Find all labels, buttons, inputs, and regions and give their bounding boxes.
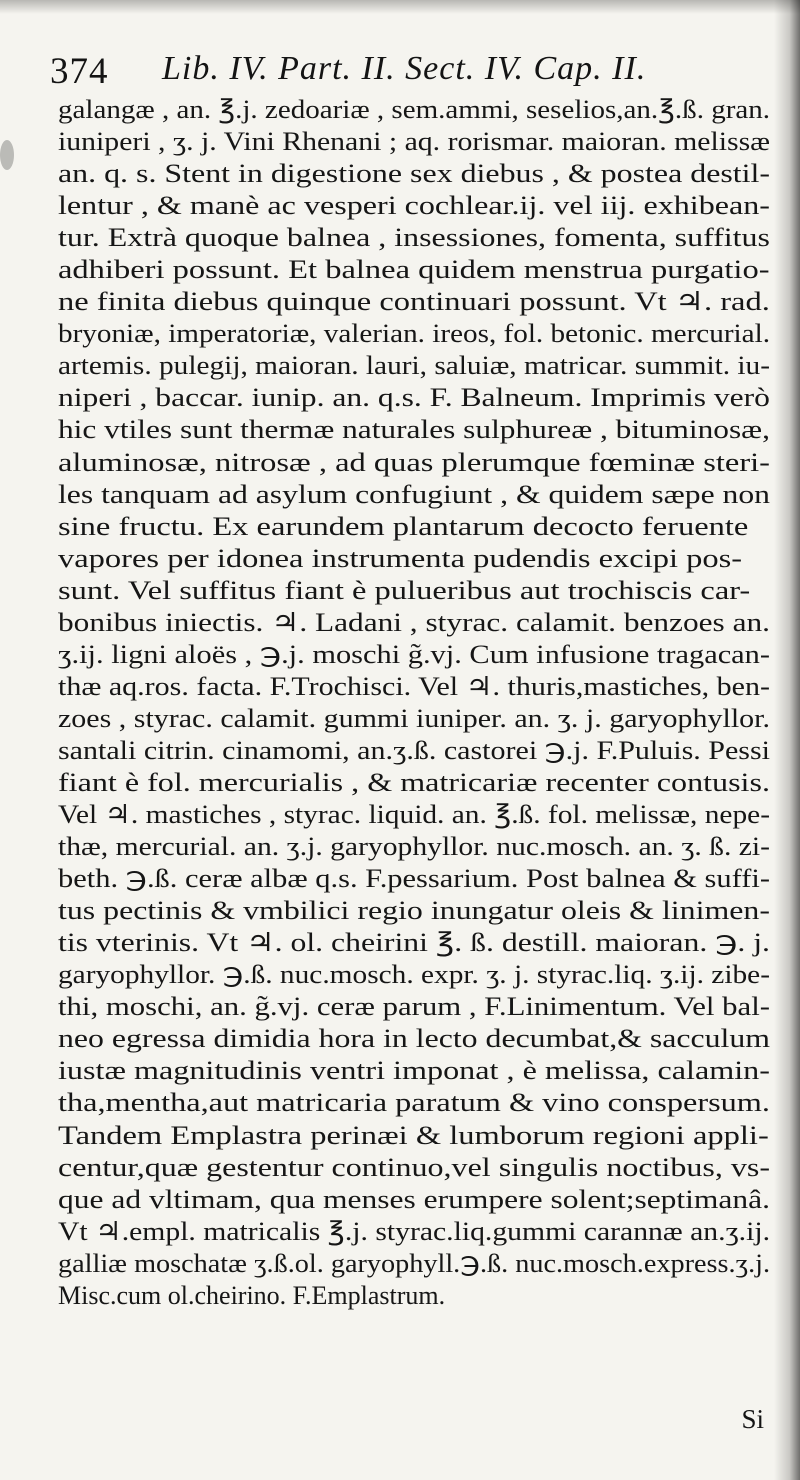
text-line	[58, 1184, 770, 1216]
text-line	[58, 1152, 770, 1184]
text-line-content: beth. ℈.ß. ceræ albæ q.s. F.pessarium. Post balnea & suffi-	[58, 864, 770, 894]
text-line-content: tha,mentha,aut matricaria paratum & vino conspersum.	[58, 1088, 770, 1118]
text-line	[58, 1248, 770, 1280]
text-line	[58, 671, 770, 703]
catchword: Si	[741, 1404, 764, 1434]
text-line-content: vapores per idonea instrumenta pudendis excipi pos-	[58, 543, 743, 573]
text-line	[58, 799, 770, 831]
text-line	[58, 318, 770, 350]
text-line-content: adhiberi possunt. Et balnea quidem menstrua purgatio-	[58, 255, 770, 285]
text-line-content: zoes , styrac. calamit. gummi iuniper. an. ʒ. j. garyophyllor.	[58, 703, 771, 733]
text-line-content: centur,quæ gestentur continuo,vel singulis noctibus, vs-	[58, 1152, 770, 1182]
text-line-content: ne finita diebus quinque continuari possunt. Vt ♃. rad.	[58, 287, 770, 317]
text-line-content: lentur , & manè ac vesperi cochlear.ij. vel iij. exhibean-	[58, 191, 770, 221]
text-line	[58, 959, 770, 991]
text-line-content: Misc.cum ol.cheirino. F.Emplastrum.	[58, 1280, 446, 1310]
text-line	[58, 1087, 770, 1119]
text-line-content: iuniperi , ʒ. j. Vini Rhenani ; aq. rorismar. maioran. melissæ	[58, 127, 771, 157]
text-line-content: an. q. s. Stent in digestione sex diebus , & postea destil-	[58, 159, 771, 189]
text-line	[58, 190, 770, 222]
text-line-content: aluminosæ, nitrosæ , ad quas plerumque fœminæ steri-	[58, 447, 770, 477]
text-line	[58, 286, 770, 318]
text-line-content: sine fructu. Ex earundem plantarum decocto feruente	[58, 511, 749, 541]
text-line-content: santali citrin. cinamomi, an.ʒ.ß. castorei ℈.j. F.Puluis. Pessi	[58, 735, 771, 765]
text-line-content: tur. Extrà quoque balnea , insessiones, fomenta, suffitus	[58, 223, 770, 253]
text-body	[58, 94, 770, 1312]
text-line-content: artemis. pulegij, maioran. lauri, saluiæ, matricar. summit. iu-	[58, 351, 770, 381]
text-line	[58, 1280, 770, 1312]
text-line	[58, 382, 770, 414]
text-line	[58, 511, 770, 543]
text-line-content: que ad vltimam, qua menses erumpere solent;septimanâ.	[58, 1184, 771, 1214]
text-line	[58, 767, 770, 799]
text-line	[58, 1023, 770, 1055]
text-line-content: Vel ♃. mastiches , styrac. liquid. an. ℥.ß. fol. melissæ, nepe-	[58, 800, 771, 830]
text-line	[58, 639, 770, 671]
text-line	[58, 1055, 770, 1087]
text-line-content: sunt. Vel suffitus fiant è pulueribus aut trochiscis car-	[58, 575, 751, 605]
text-line	[58, 863, 770, 895]
text-line-content: Tandem Emplastra perinæi & lumborum regioni appli-	[58, 1120, 769, 1150]
text-line-content: Vt ♃.empl. matricalis ℥.j. styrac.liq.gummi carannæ an.ʒ.ij.	[58, 1216, 771, 1246]
text-line	[58, 479, 770, 511]
text-line	[58, 447, 770, 479]
text-line	[58, 927, 770, 959]
text-line	[58, 543, 770, 575]
text-line	[58, 607, 770, 639]
text-line-content: iustæ magnitudinis ventri imponat , è melissa, calamin-	[58, 1056, 770, 1086]
text-line	[58, 254, 770, 286]
page-gutter-shadow	[774, 0, 800, 1480]
text-line-content: les tanquam ad asylum confugiunt , & quidem sæpe non	[58, 479, 771, 509]
text-line	[58, 414, 770, 446]
text-line	[58, 991, 770, 1023]
text-line-content: galangæ , an. ℥.j. zedoariæ , sem.ammi, seselios,an.℥.ß. gran.	[58, 95, 771, 124]
text-line-content: bryoniæ, imperatoriæ, valerian. ireos, fol. betonic. mercurial.	[58, 319, 771, 349]
text-line	[58, 895, 770, 927]
text-line-content: thæ, mercurial. an. ʒ.j. garyophyllor. nuc.mosch. an. ʒ. ß. zi-	[58, 832, 771, 862]
running-head: Lib. IV. Part. II. Sect. IV. Cap. II.	[162, 50, 647, 87]
text-line-content: hic vtiles sunt thermæ naturales sulphureæ , bituminosæ,	[58, 415, 770, 445]
text-line-content: bonibus iniectis. ♃. Ladani , styrac. calamit. benzoes an.	[58, 607, 770, 637]
text-line-content: ʒ.ij. ligni aloës , ℈.j. moschi g̃.vj. Cum infusione tragacan-	[58, 639, 771, 669]
text-line-content: thæ aq.ros. facta. F.Trochisci. Vel ♃. thuris,mastiches, ben-	[58, 671, 770, 701]
text-line-content: thi, moschi, an. g̃.vj. ceræ parum , F.Linimentum. Vel bal-	[58, 992, 770, 1022]
text-line	[58, 350, 770, 382]
text-line-content: tus pectinis & vmbilici regio inungatur oleis & linimen-	[58, 896, 770, 926]
text-line	[58, 126, 770, 158]
text-line	[58, 158, 770, 190]
text-line-content: niperi , baccar. iunip. an. q.s. F. Balneum. Imprimis verò	[58, 383, 770, 413]
margin-blot	[0, 140, 14, 170]
text-line-content: garyophyllor. ℈.ß. nuc.mosch. expr. ʒ. j. styrac.liq. ʒ.ij. zibe-	[58, 960, 770, 990]
page-top-shadow	[0, 0, 800, 14]
text-line	[58, 735, 770, 767]
text-line-content: tis vterinis. Vt ♃. ol. cheirini ℥. ß. destill. maioran. ℈. j.	[58, 928, 770, 958]
text-line	[58, 94, 770, 126]
text-line	[58, 1120, 770, 1152]
text-line	[58, 575, 770, 607]
text-line-content: neo egressa dimidia hora in lecto decumbat,& sacculum	[58, 1024, 770, 1054]
text-line	[58, 1216, 770, 1248]
text-line-content: galliæ moschatæ ʒ.ß.ol. garyophyll.℈.ß. nuc.mosch.express.ʒ.j.	[58, 1248, 771, 1278]
text-line-content: fiant è fol. mercurialis , & matricariæ recenter contusis.	[58, 767, 770, 797]
text-line	[58, 831, 770, 863]
page-header	[50, 48, 750, 92]
text-line	[58, 703, 770, 735]
text-line	[58, 222, 770, 254]
page-number: 374	[50, 51, 109, 92]
